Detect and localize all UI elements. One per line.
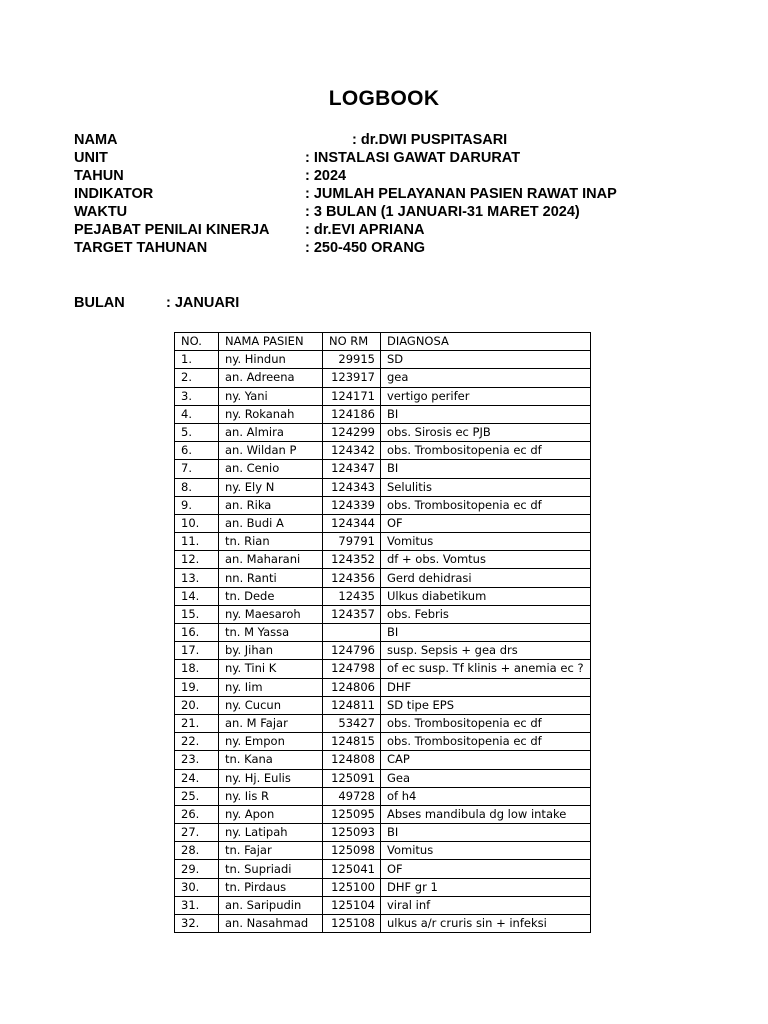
header-diagnosa: DIAGNOSA — [381, 333, 591, 351]
cell-diagnosa: of ec susp. Tf klinis + anemia ec ? — [381, 660, 591, 678]
cell-no: 13. — [175, 569, 219, 587]
cell-diagnosa: obs. Trombositopenia ec df — [381, 496, 591, 514]
info-label: INDIKATOR — [74, 186, 154, 202]
cell-diagnosa: Selulitis — [381, 478, 591, 496]
info-row-tahun — [74, 168, 674, 186]
table-row — [175, 460, 591, 478]
cell-no-rm: 124811 — [323, 696, 381, 714]
table-row — [175, 496, 591, 514]
info-label: TARGET TAHUNAN — [74, 240, 208, 256]
cell-no-rm: 124796 — [323, 642, 381, 660]
cell-no-rm: 124815 — [323, 733, 381, 751]
cell-diagnosa: of h4 — [381, 787, 591, 805]
info-value: : 2024 — [305, 168, 347, 184]
table-row — [175, 733, 591, 751]
info-value: : JUMLAH PELAYANAN PASIEN RAWAT INAP — [305, 186, 617, 202]
cell-no: 27. — [175, 824, 219, 842]
cell-nama-pasien: tn. Fajar — [219, 842, 323, 860]
cell-nama-pasien: tn. Kana — [219, 751, 323, 769]
table-row — [175, 824, 591, 842]
cell-nama-pasien: an. Wildan P — [219, 442, 323, 460]
cell-no-rm: 125108 — [323, 915, 381, 933]
cell-diagnosa: Vomitus — [381, 842, 591, 860]
cell-no: 24. — [175, 769, 219, 787]
info-row-indikator — [74, 186, 674, 204]
cell-nama-pasien: ny. Iis R — [219, 787, 323, 805]
table-row — [175, 678, 591, 696]
cell-diagnosa: obs. Febris — [381, 605, 591, 623]
cell-nama-pasien: ny. Cucun — [219, 696, 323, 714]
cell-no: 32. — [175, 915, 219, 933]
table-row — [175, 551, 591, 569]
cell-no-rm: 124808 — [323, 751, 381, 769]
bulan-row — [74, 295, 374, 313]
info-label: PEJABAT PENILAI KINERJA — [74, 222, 270, 238]
cell-nama-pasien: ny. Iim — [219, 678, 323, 696]
cell-no-rm: 125091 — [323, 769, 381, 787]
cell-no-rm: 49728 — [323, 787, 381, 805]
cell-diagnosa: Ulkus diabetikum — [381, 587, 591, 605]
cell-nama-pasien: ny. Tini K — [219, 660, 323, 678]
info-label: TAHUN — [74, 168, 124, 184]
info-value: : 250-450 ORANG — [305, 240, 426, 256]
table-row — [175, 478, 591, 496]
cell-diagnosa: BI — [381, 460, 591, 478]
cell-no-rm: 79791 — [323, 533, 381, 551]
cell-no: 14. — [175, 587, 219, 605]
cell-no-rm: 124299 — [323, 423, 381, 441]
header-no: NO. — [175, 333, 219, 351]
cell-nama-pasien: tn. Pirdaus — [219, 878, 323, 896]
cell-diagnosa: obs. Sirosis ec PJB — [381, 423, 591, 441]
cell-diagnosa: viral inf — [381, 896, 591, 914]
cell-diagnosa: obs. Trombositopenia ec df — [381, 714, 591, 732]
table-row — [175, 642, 591, 660]
cell-nama-pasien: ny. Hj. Eulis — [219, 769, 323, 787]
cell-nama-pasien: ny. Latipah — [219, 824, 323, 842]
cell-no-rm: 124798 — [323, 660, 381, 678]
cell-diagnosa: OF — [381, 860, 591, 878]
cell-no: 30. — [175, 878, 219, 896]
cell-no-rm: 124806 — [323, 678, 381, 696]
cell-no-rm: 125100 — [323, 878, 381, 896]
cell-nama-pasien: an. Budi A — [219, 514, 323, 532]
table-row — [175, 423, 591, 441]
cell-no-rm: 125098 — [323, 842, 381, 860]
cell-no: 18. — [175, 660, 219, 678]
cell-diagnosa: Vomitus — [381, 533, 591, 551]
page-title: LOGBOOK — [328, 87, 440, 110]
table-row — [175, 896, 591, 914]
cell-nama-pasien: an. Adreena — [219, 369, 323, 387]
patient-table — [174, 332, 591, 933]
info-value: : INSTALASI GAWAT DARURAT — [305, 150, 521, 166]
cell-nama-pasien: an. Rika — [219, 496, 323, 514]
cell-diagnosa: CAP — [381, 751, 591, 769]
cell-diagnosa: DHF — [381, 678, 591, 696]
table-row — [175, 860, 591, 878]
cell-nama-pasien: ny. Ely N — [219, 478, 323, 496]
table-row — [175, 878, 591, 896]
cell-diagnosa: gea — [381, 369, 591, 387]
cell-no: 16. — [175, 624, 219, 642]
cell-no: 17. — [175, 642, 219, 660]
cell-no-rm: 125041 — [323, 860, 381, 878]
cell-diagnosa: BI — [381, 624, 591, 642]
cell-no: 9. — [175, 496, 219, 514]
cell-no: 25. — [175, 787, 219, 805]
cell-no-rm: 12435 — [323, 587, 381, 605]
table-row — [175, 624, 591, 642]
cell-nama-pasien: an. M Fajar — [219, 714, 323, 732]
info-value: : dr.EVI APRIANA — [305, 222, 425, 238]
cell-no-rm: 123917 — [323, 369, 381, 387]
table-row — [175, 915, 591, 933]
cell-nama-pasien: ny. Hindun — [219, 351, 323, 369]
cell-no-rm: 124356 — [323, 569, 381, 587]
cell-diagnosa: BI — [381, 824, 591, 842]
cell-nama-pasien: tn. Rian — [219, 533, 323, 551]
cell-no-rm: 124352 — [323, 551, 381, 569]
table-row — [175, 405, 591, 423]
cell-nama-pasien: tn. M Yassa — [219, 624, 323, 642]
cell-no: 22. — [175, 733, 219, 751]
info-value: : dr.DWI PUSPITASARI — [352, 132, 508, 148]
info-row-target — [74, 240, 674, 258]
cell-no: 26. — [175, 805, 219, 823]
table-row — [175, 514, 591, 532]
cell-nama-pasien: ny. Yani — [219, 387, 323, 405]
cell-nama-pasien: an. Maharani — [219, 551, 323, 569]
cell-no-rm: 124171 — [323, 387, 381, 405]
table-row — [175, 787, 591, 805]
cell-no: 5. — [175, 423, 219, 441]
table-row — [175, 569, 591, 587]
cell-no-rm — [323, 624, 381, 642]
cell-no: 7. — [175, 460, 219, 478]
cell-no-rm: 124344 — [323, 514, 381, 532]
cell-nama-pasien: ny. Apon — [219, 805, 323, 823]
cell-diagnosa: Gea — [381, 769, 591, 787]
info-row-unit — [74, 150, 674, 168]
cell-no: 15. — [175, 605, 219, 623]
cell-no: 4. — [175, 405, 219, 423]
table-row — [175, 533, 591, 551]
cell-no-rm: 53427 — [323, 714, 381, 732]
info-label: NAMA — [74, 132, 118, 148]
table-row — [175, 805, 591, 823]
bulan-value: : JANUARI — [166, 295, 240, 311]
cell-no-rm: 29915 — [323, 351, 381, 369]
cell-no: 8. — [175, 478, 219, 496]
cell-no: 12. — [175, 551, 219, 569]
cell-no: 2. — [175, 369, 219, 387]
header-no-rm: NO RM — [323, 333, 381, 351]
cell-nama-pasien: ny. Rokanah — [219, 405, 323, 423]
cell-no: 21. — [175, 714, 219, 732]
cell-no-rm: 124357 — [323, 605, 381, 623]
cell-no: 20. — [175, 696, 219, 714]
cell-no: 3. — [175, 387, 219, 405]
info-row-waktu — [74, 204, 674, 222]
table-row — [175, 351, 591, 369]
cell-no: 29. — [175, 860, 219, 878]
info-row-nama — [74, 132, 674, 150]
cell-diagnosa: Gerd dehidrasi — [381, 569, 591, 587]
cell-nama-pasien: an. Nasahmad — [219, 915, 323, 933]
cell-diagnosa: df + obs. Vomtus — [381, 551, 591, 569]
cell-nama-pasien: an. Cenio — [219, 460, 323, 478]
cell-no-rm: 124339 — [323, 496, 381, 514]
cell-nama-pasien: an. Almira — [219, 423, 323, 441]
table-row — [175, 714, 591, 732]
info-label: WAKTU — [74, 204, 128, 220]
cell-diagnosa: ulkus a/r cruris sin + infeksi — [381, 915, 591, 933]
cell-nama-pasien: tn. Dede — [219, 587, 323, 605]
cell-nama-pasien: nn. Ranti — [219, 569, 323, 587]
cell-no: 6. — [175, 442, 219, 460]
table-row — [175, 769, 591, 787]
cell-nama-pasien: by. Jihan — [219, 642, 323, 660]
table-row — [175, 842, 591, 860]
cell-diagnosa: SD tipe EPS — [381, 696, 591, 714]
cell-diagnosa: OF — [381, 514, 591, 532]
table-row — [175, 587, 591, 605]
cell-no: 23. — [175, 751, 219, 769]
info-row-pejabat — [74, 222, 674, 240]
table-row — [175, 605, 591, 623]
cell-nama-pasien: tn. Supriadi — [219, 860, 323, 878]
cell-no: 28. — [175, 842, 219, 860]
info-label: UNIT — [74, 150, 108, 166]
table-row — [175, 751, 591, 769]
cell-diagnosa: susp. Sepsis + gea drs — [381, 642, 591, 660]
cell-no: 1. — [175, 351, 219, 369]
table-row — [175, 442, 591, 460]
cell-no-rm: 125093 — [323, 824, 381, 842]
table-row — [175, 660, 591, 678]
cell-diagnosa: SD — [381, 351, 591, 369]
cell-no-rm: 124342 — [323, 442, 381, 460]
cell-no-rm: 124186 — [323, 405, 381, 423]
cell-diagnosa: DHF gr 1 — [381, 878, 591, 896]
cell-no-rm: 124343 — [323, 478, 381, 496]
cell-no: 11. — [175, 533, 219, 551]
table-row — [175, 369, 591, 387]
cell-diagnosa: obs. Trombositopenia ec df — [381, 733, 591, 751]
cell-diagnosa: Abses mandibula dg low intake — [381, 805, 591, 823]
cell-nama-pasien: an. Saripudin — [219, 896, 323, 914]
cell-no-rm: 124347 — [323, 460, 381, 478]
header-nama-pasien: NAMA PASIEN — [219, 333, 323, 351]
cell-diagnosa: BI — [381, 405, 591, 423]
table-header-row — [175, 333, 591, 351]
cell-no: 10. — [175, 514, 219, 532]
bulan-label: BULAN — [74, 295, 125, 311]
info-value: : 3 BULAN (1 JANUARI-31 MARET 2024) — [305, 204, 580, 220]
cell-nama-pasien: ny. Maesaroh — [219, 605, 323, 623]
table-row — [175, 387, 591, 405]
cell-no: 19. — [175, 678, 219, 696]
table-row — [175, 696, 591, 714]
cell-no-rm: 125104 — [323, 896, 381, 914]
cell-no: 31. — [175, 896, 219, 914]
cell-diagnosa: vertigo perifer — [381, 387, 591, 405]
cell-no-rm: 125095 — [323, 805, 381, 823]
cell-nama-pasien: ny. Empon — [219, 733, 323, 751]
cell-diagnosa: obs. Trombositopenia ec df — [381, 442, 591, 460]
table-body — [175, 351, 591, 933]
